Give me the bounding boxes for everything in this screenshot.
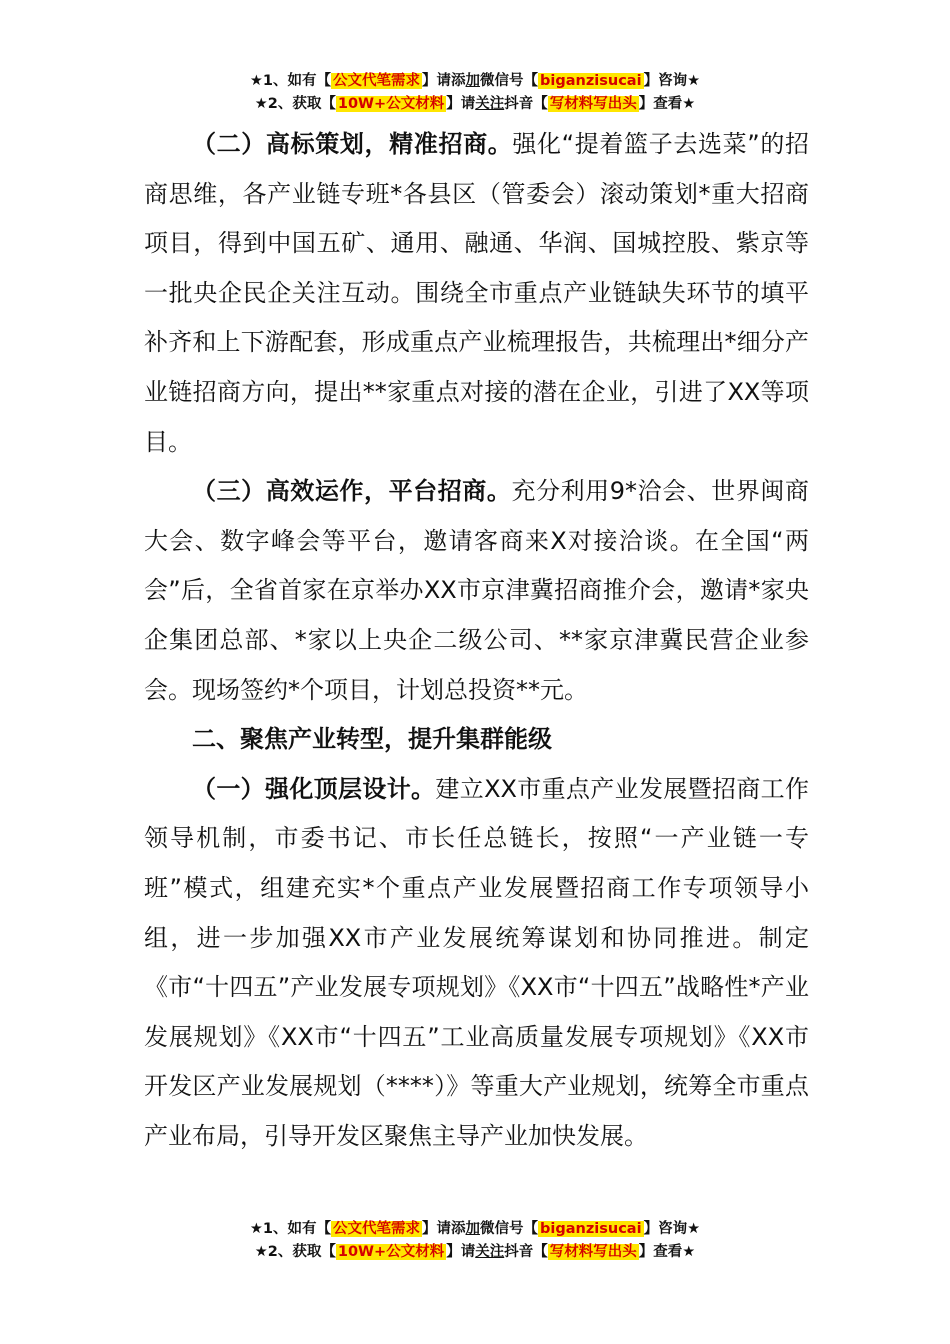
paragraph <box>144 467 809 715</box>
highlight-wechat-id: biganzisucai <box>540 1221 642 1237</box>
paragraph-text: 建立XX市重点产业发展暨招商工作领导机制，市委书记、市长任总链长，按照“一产业链一专班”模式，组建充实*个重点产业发展暨招商工作专项领导小组，进一步加强XX市产业发展统筹谋划和协同推进。制定《市“十四五”产业发展专项规划》《XX市“十四五”战略性*产业发展规划》《XX市“十四五”工业高质量发展专项规划》《XX市开发区产业发展规划（****）》等重大产业规划，统筹全市重点产业布局，引导开发区聚焦主导产业加快发展。 <box>144 774 810 1150</box>
highlight-service: 公文代笔需求 <box>333 1221 421 1237</box>
highlight-douyin: 写材料写出头 <box>549 96 637 112</box>
promo-line-2: ★2、获取【 10W+公文材料 】请关注抖音【 写材料写出头 】查看★ <box>254 1244 696 1260</box>
promo-banner-bottom <box>0 1218 950 1264</box>
paragraph-heading: （一）强化顶层设计。 <box>192 774 436 803</box>
promo-banner-top <box>0 70 950 116</box>
document-body <box>144 120 809 1161</box>
highlight-materials: 10W+公文材料 <box>337 96 445 112</box>
paragraph-heading: （二）高标策划，精准招商。 <box>192 130 513 158</box>
promo-line-1: ★1、如有【 公文代笔需求 】请添加微信号【 biganzisucai 】咨询★ <box>249 1221 701 1237</box>
paragraph <box>144 765 809 1162</box>
paragraph-heading: （三）高效运作，平台招商。 <box>192 477 512 506</box>
paragraph-text: 强化“提着篮子去选菜”的招商思维，各产业链专班*各县区（管委会）滚动策划*重大招商项目，得到中国五矿、通用、融通、华润、国城控股、紫京等一批央企民企关注互动。围绕全市重点产业链缺失环节的填平补齐和上下游配套，形成重点产业梳理报告，共梳理出*细分产业链招商方向，提出**家重点对接的潜在企业，引进了XX等项目。 <box>144 130 809 456</box>
promo-line-2: ★2、获取【 10W+公文材料 】请关注抖音【 写材料写出头 】查看★ <box>254 96 696 112</box>
paragraph <box>144 120 809 467</box>
highlight-wechat-id: biganzisucai <box>540 73 642 89</box>
highlight-materials: 10W+公文材料 <box>337 1244 445 1260</box>
section-title: 二、聚焦产业转型，提升集群能级 <box>192 725 552 754</box>
paragraph-text: 充分利用9*洽会、世界闽商大会、数字峰会等平台，邀请客商来X对接洽谈。在全国“两会”后，全省首家在京举办XX市京津冀招商推介会，邀请*家央企集团总部、*家以上央企二级公司、**家京津冀民营企业参会。现场签约*个项目，计划总投资**元。 <box>144 477 809 704</box>
highlight-douyin: 写材料写出头 <box>549 1244 637 1260</box>
promo-line-1: ★1、如有【 公文代笔需求 】请添加微信号【 biganzisucai 】咨询★ <box>249 73 701 89</box>
highlight-service: 公文代笔需求 <box>333 73 421 89</box>
